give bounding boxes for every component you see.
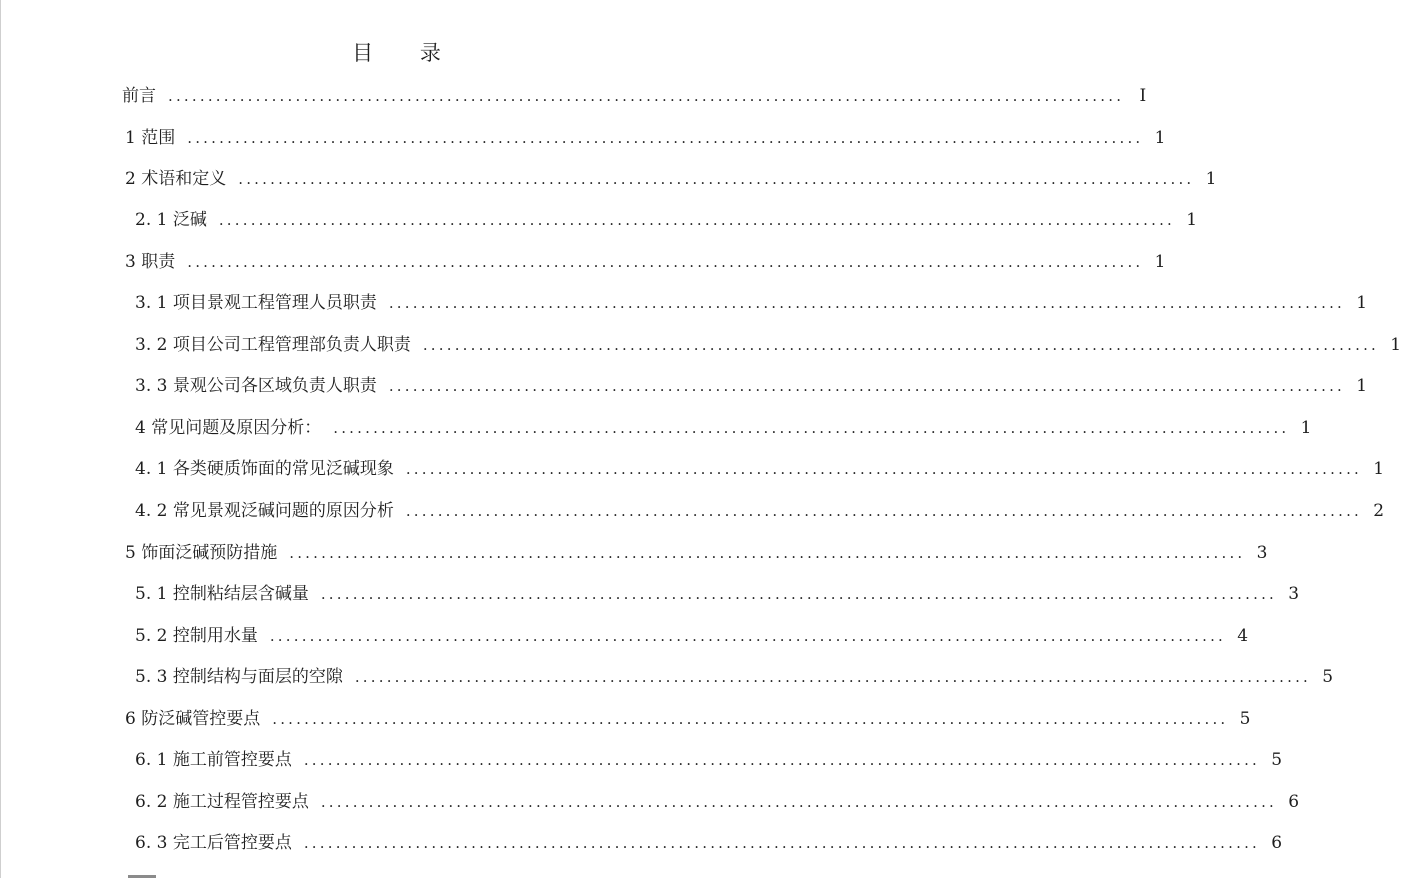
toc-entry-page: 2 [1373, 501, 1385, 521]
toc-entry-label: 3. 1 项目景观工程管理人员职责 [135, 293, 377, 313]
toc-entry[interactable] [135, 374, 1368, 398]
toc-entry-label: 4 常见问题及原因分析： [135, 418, 322, 438]
toc-leader-dots: ........................................................................................................................ [303, 834, 1261, 852]
toc-entry-label: 1 范围 [125, 128, 176, 148]
toc-leader-dots: ........................................................................................................................ [238, 170, 1195, 188]
toc-entry[interactable] [135, 208, 1198, 232]
cut-off-next-entry [128, 866, 168, 878]
page-edge [0, 0, 1, 878]
toc-leader-dots: ........................................................................................................................ [320, 793, 1278, 811]
toc-leader-dots: ........................................................................................................................ [422, 336, 1380, 354]
toc-entry-label: 5 饰面泛碱预防措施 [125, 543, 278, 563]
toc-entry-label: 2 术语和定义 [125, 169, 227, 189]
toc-leader-dots: ........................................................................................................................ [168, 87, 1125, 105]
toc-leader-dots: ........................................................................................................................ [405, 502, 1363, 520]
toc-leader-dots: ........................................................................................................................ [303, 751, 1261, 769]
toc-title: 目 录 [352, 41, 461, 65]
toc-leader-dots: ........................................................................................................................ [187, 253, 1144, 271]
toc-entry-label: 3 职责 [125, 252, 176, 272]
toc-entry[interactable] [135, 790, 1300, 814]
toc-entry-page: 1 [1373, 459, 1385, 479]
toc-entry[interactable] [125, 167, 1217, 191]
toc-entry-page: 6 [1288, 792, 1300, 812]
toc-entry-page: 4 [1237, 626, 1249, 646]
toc-entry-page: 3 [1288, 584, 1300, 604]
toc-entry-page: 6 [1271, 833, 1283, 853]
toc-leader-dots: ........................................................................................................................ [272, 710, 1229, 728]
toc-entry[interactable] [135, 457, 1385, 481]
toc-entry-page: I [1139, 86, 1147, 106]
toc-leader-dots: ........................................................................................................................ [218, 211, 1176, 229]
toc-leader-dots: ........................................................................................................................ [187, 129, 1144, 147]
toc-entry-label: 3. 2 项目公司工程管理部负责人职责 [135, 335, 411, 355]
toc-entry-page: 3 [1256, 543, 1268, 563]
toc-entry[interactable] [135, 665, 1334, 689]
toc-entry[interactable] [135, 582, 1300, 606]
toc-entry[interactable] [125, 541, 1268, 565]
toc-entry[interactable] [125, 707, 1251, 731]
toc-entry-label: 2. 1 泛碱 [135, 210, 207, 230]
toc-entry[interactable] [135, 831, 1283, 855]
toc-entry[interactable] [135, 291, 1368, 315]
toc-entry[interactable] [125, 250, 1166, 274]
toc-entry-label: 5. 1 控制粘结层含碱量 [135, 584, 309, 604]
toc-entry-page: 5 [1239, 709, 1251, 729]
toc-entry-label: 5. 2 控制用水量 [135, 626, 258, 646]
toc-entry[interactable] [135, 416, 1312, 440]
toc-leader-dots: ........................................................................................................................ [405, 460, 1363, 478]
toc-entry-label: 6. 1 施工前管控要点 [135, 750, 292, 770]
toc-entry[interactable] [135, 333, 1401, 357]
toc-entry-label: 6. 2 施工过程管控要点 [135, 792, 309, 812]
toc-entry-page: 1 [1356, 376, 1368, 396]
toc-entry-label: 前言 [122, 86, 156, 106]
toc-entry-page: 1 [1154, 252, 1166, 272]
toc-entry-label: 4. 1 各类硬质饰面的常见泛碱现象 [135, 459, 394, 479]
toc-entry-page: 1 [1205, 169, 1217, 189]
toc-entry-page: 1 [1154, 128, 1166, 148]
toc-leader-dots: ........................................................................................................................ [333, 419, 1290, 437]
toc-entry-preface[interactable] [122, 84, 1147, 108]
toc-entry-label: 6 防泛碱管控要点 [125, 709, 261, 729]
toc-entry-page: 1 [1186, 210, 1198, 230]
toc-entry[interactable] [135, 748, 1283, 772]
toc-entry[interactable] [135, 624, 1249, 648]
toc-leader-dots: ........................................................................................................................ [388, 294, 1346, 312]
toc-leader-dots: ........................................................................................................................ [320, 585, 1278, 603]
toc-leader-dots: ........................................................................................................................ [354, 668, 1312, 686]
toc-leader-dots: ........................................................................................................................ [269, 627, 1227, 645]
toc-entry-label: 6. 3 完工后管控要点 [135, 833, 292, 853]
toc-entry-page: 5 [1322, 667, 1334, 687]
toc-entry-label: 3. 3 景观公司各区域负责人职责 [135, 376, 377, 396]
toc-entry-page: 1 [1390, 335, 1401, 355]
toc-entry-label: 5. 3 控制结构与面层的空隙 [135, 667, 343, 687]
toc-entry-page: 1 [1300, 418, 1312, 438]
toc-entry-page: 5 [1271, 750, 1283, 770]
toc-leader-dots: ........................................................................................................................ [388, 377, 1346, 395]
toc-entry-page: 1 [1356, 293, 1368, 313]
toc-entry-label: 4. 2 常见景观泛碱问题的原因分析 [135, 501, 394, 521]
toc-leader-dots: ........................................................................................................................ [289, 544, 1246, 562]
toc-entry[interactable] [125, 126, 1166, 150]
toc-entry[interactable] [135, 499, 1385, 523]
